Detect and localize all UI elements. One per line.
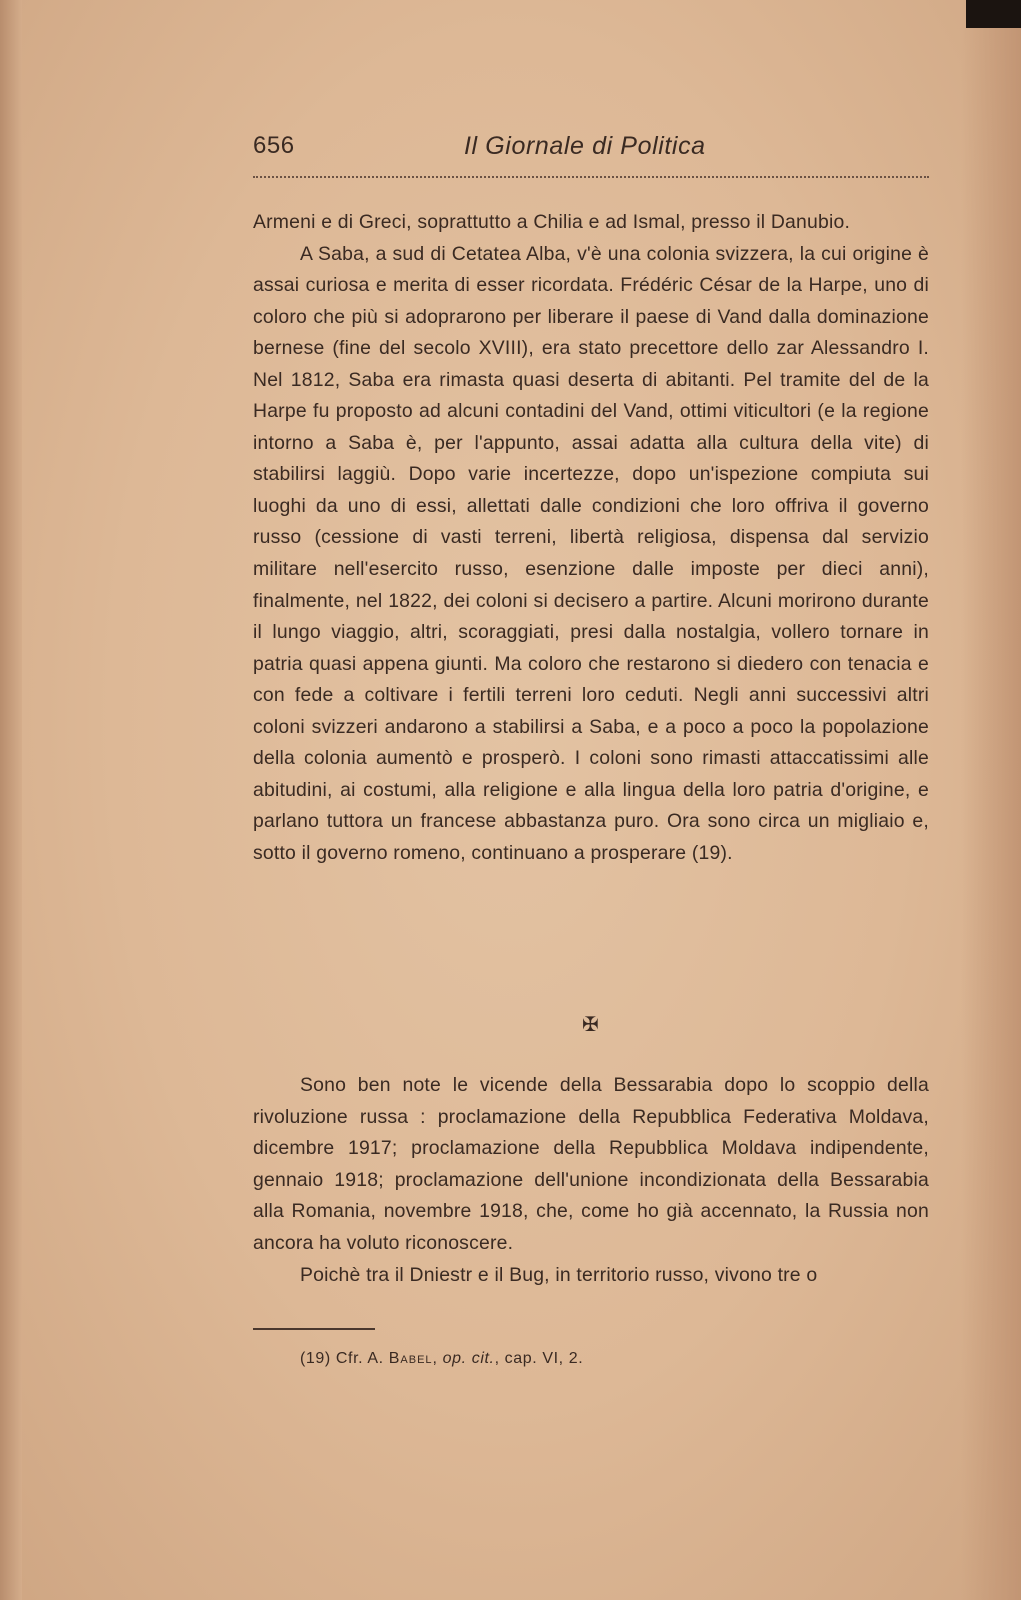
page-number: 656 bbox=[253, 132, 295, 159]
page-right-edge bbox=[961, 0, 1021, 1600]
scan-corner bbox=[966, 0, 1021, 28]
header-dotted-rule bbox=[253, 176, 929, 178]
page-header bbox=[253, 132, 929, 168]
footnote-marker: (19) bbox=[300, 1350, 331, 1367]
paragraph-1: Armeni e di Greci, soprattutto a Chilia e ad Ismal, presso il Danubio. bbox=[253, 211, 851, 233]
paragraph-3: Sono ben note le vicende della Bessarabia dopo lo scoppio della rivoluzione russa : proclamazione della Repubblica Federativa Moldava, dicembre 1917; proclamazione della Repubblica Moldava indipendente, gennaio 1918; proclamazione dell'unione incondizionata della Bessarabia alla Romania, novembre 1918, che, come ho già accennato, la Russia non ancora ha voluto riconoscere. bbox=[253, 1074, 929, 1254]
paragraph-2 bbox=[253, 239, 929, 870]
footnote-rule bbox=[253, 1328, 375, 1330]
footnote-sep: , bbox=[432, 1350, 438, 1367]
main-text bbox=[253, 207, 929, 869]
footnote-author: Babel bbox=[388, 1350, 433, 1367]
footnote-cfr: Cfr. A. bbox=[335, 1350, 384, 1367]
paragraph-2-end: . bbox=[727, 841, 733, 864]
page-left-edge bbox=[0, 0, 22, 1600]
paragraph-2-text: A Saba, a sud di Cetatea Alba, v'è una colonia svizzera, la cui origine è assai curiosa e merita di esser ricordata. Frédéric César de la Harpe, uno di coloro che più si adoprarono per liberare il paese di Vand dalla dominazione bernese (fine del secolo XVIII), era stato precettore dello zar Alessandro I. Nel 1812, Saba era rimasta quasi deserta di abitanti. Pel tramite del de la Harpe fu proposto ad alcuni contadini del Vand, ottimi viticultori (e la regione intorno a Saba è, per l'appunto, assai adatta alla cultura della vite) di stabilirsi laggiù. Dopo varie incertezze, dopo un'ispezione compiuta sui luoghi da uno di essi, allettati dalle condizioni che loro offriva il governo russo (cessione di vasti terreni, libertà religiosa, dispensa dal servizio militare nell'esercito russo, esenzione dalle imposte per dieci anni), finalmente, nel 1822, dei coloni si decisero a partire. Alcuni morirono durante il lungo viaggio, altri, scoraggiati, presi dalla nostalgia, vollero tornare in patria quasi appena giunti. Ma coloro che restarono si diedero con tenacia e con fede a coltivare i fertili terreni loro ceduti. Negli anni successivi altri coloni svizzeri andarono a stabilirsi a Saba, e a poco a poco la popolazione della colonia aumentò e prosperò. I coloni sono rimasti attaccatissimi alle abitudini, ai costumi, alla religione e alla lingua della loro patria d'origine, e parlano tuttora un francese abbastanza puro. Ora sono circa un migliaio e, sotto il governo romeno, continuano a prosperare bbox=[253, 242, 929, 864]
running-title: Il Giornale di Politica bbox=[464, 132, 706, 160]
paragraph-4: Poichè tra il Dniestr e il Bug, in territorio russo, vivono tre o bbox=[300, 1263, 818, 1286]
footnote-rest: , cap. VI, 2. bbox=[494, 1350, 584, 1367]
footnote-reference[interactable]: (19) bbox=[691, 841, 728, 864]
footnote bbox=[300, 1350, 583, 1368]
section-ornament-icon: ✠ bbox=[582, 1014, 599, 1036]
footnote-opcit: op. cit. bbox=[442, 1350, 495, 1367]
second-section bbox=[253, 1070, 929, 1291]
